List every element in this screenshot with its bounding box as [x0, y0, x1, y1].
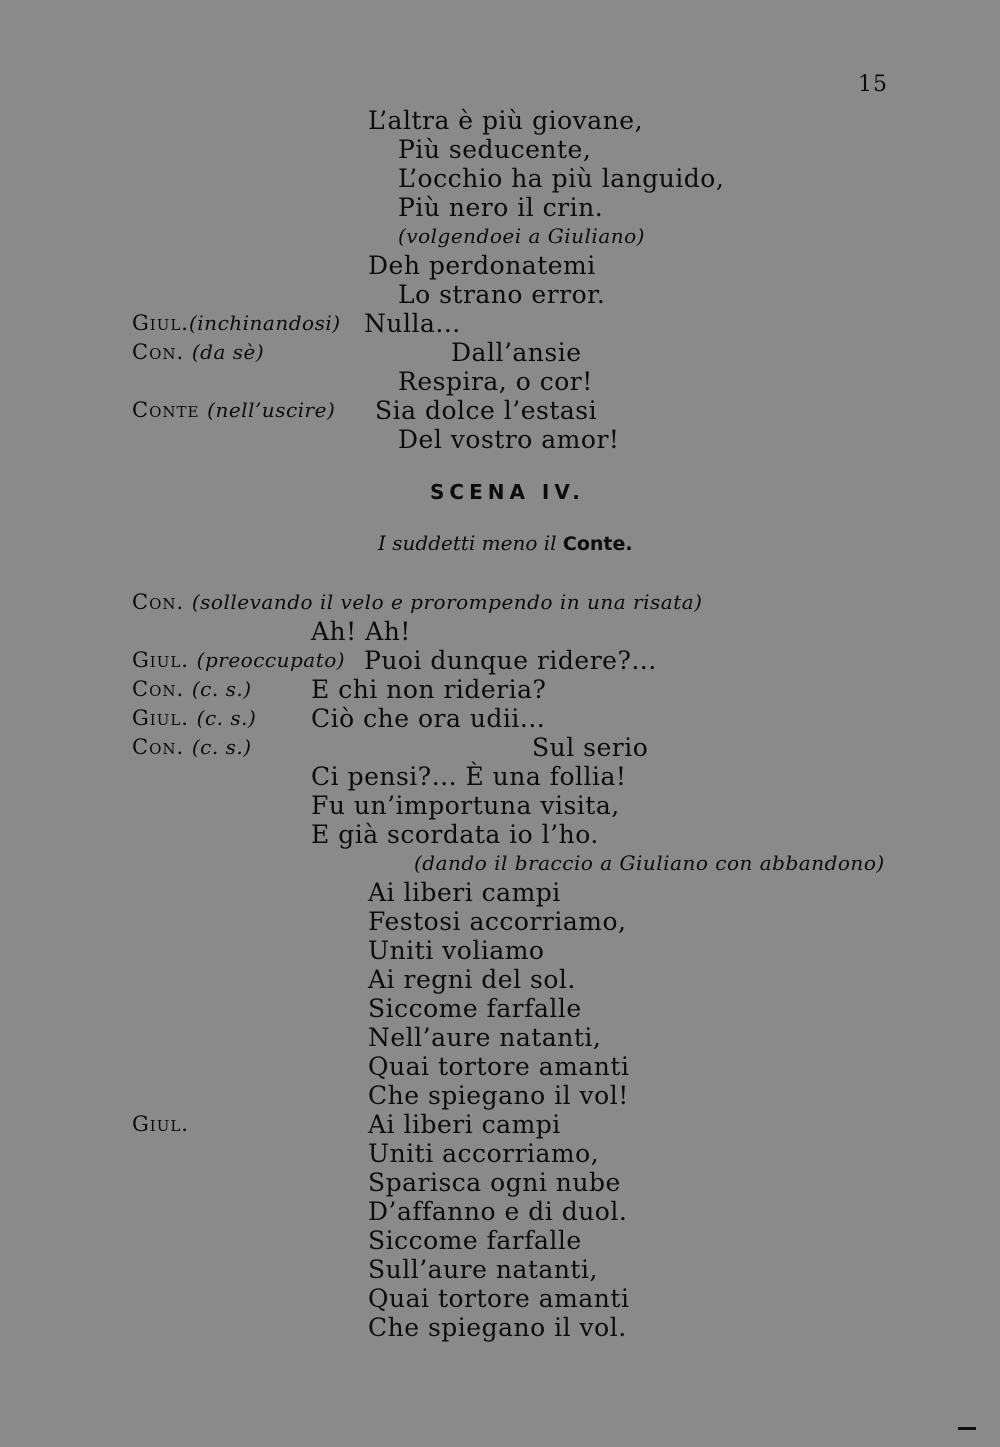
- speaker-label: Giul.: [132, 1112, 189, 1136]
- speaker-direction: (inchinandosi): [188, 311, 341, 335]
- verse-line: Nell’aure natanti,: [368, 1023, 602, 1052]
- speaker-label: Giul. (preoccupato): [132, 648, 346, 672]
- verse-line: Ah! Ah!: [311, 617, 411, 646]
- verse-line: Che spiegano il vol!: [368, 1081, 629, 1110]
- verse-line: D’affanno e di duol.: [368, 1197, 628, 1226]
- verse-line: Festosi accorriamo,: [368, 907, 627, 936]
- verse-line: Del vostro amor!: [398, 425, 620, 454]
- verse-line: Sparisca ogni nube: [368, 1168, 621, 1197]
- speaker-label: Con. (sollevando il velo e prorompendo in una risata): [132, 590, 703, 614]
- verse-line: L’altra è più giovane,: [368, 106, 644, 135]
- speaker-direction: (sollevando il velo e prorompendo in una risata): [191, 590, 703, 614]
- verse-line: Sull’aure natanti,: [368, 1255, 598, 1284]
- verse-line: Respira, o cor!: [398, 367, 593, 396]
- verse-line: Fu un’importuna visita,: [311, 791, 620, 820]
- verse-line: Sia dolce l’estasi: [375, 396, 598, 425]
- speaker-direction: (c. s.): [191, 677, 252, 701]
- verse-line: Più nero il crin.: [398, 193, 604, 222]
- speaker-direction: (c. s.): [191, 735, 252, 759]
- verse-line: Ai regni del sol.: [368, 965, 576, 994]
- verse-line: Dall’ansie: [451, 338, 582, 367]
- verse-line: E già scordata io l’ho.: [311, 820, 599, 849]
- verse-line: Ciò che ora udii...: [311, 704, 546, 733]
- speaker-label: Conte (nell’uscire): [132, 398, 336, 422]
- verse-line: Uniti accorriamo,: [368, 1139, 600, 1168]
- verse-line: Uniti voliamo: [368, 936, 545, 965]
- speaker-label: Con. (c. s.): [132, 677, 252, 701]
- verse-line: Sul serio: [532, 733, 649, 762]
- verse-line: Lo strano error.: [398, 280, 606, 309]
- page-number: 15: [858, 72, 888, 97]
- stage-direction: (volgendoei a Giuliano): [398, 224, 645, 248]
- verse-line: Deh perdonatemi: [368, 251, 596, 280]
- scene-subtitle: I suddetti meno il Conte.: [378, 531, 633, 555]
- speaker-direction: (preoccupato): [196, 648, 346, 672]
- speaker-direction: (c. s.): [196, 706, 257, 730]
- verse-line: Quai tortore amanti: [368, 1284, 630, 1313]
- verse-line: L’occhio ha più languido,: [398, 164, 725, 193]
- speaker-label: Con. (c. s.): [132, 735, 252, 759]
- scene-title: SCENA IV.: [430, 480, 585, 504]
- speaker-label: Giul. (c. s.): [132, 706, 257, 730]
- verse-line: Che spiegano il vol.: [368, 1313, 627, 1342]
- verse-line: Ai liberi campi: [368, 878, 561, 907]
- verse-line: Ai liberi campi: [368, 1110, 561, 1139]
- verse-line: Nulla...: [364, 309, 461, 338]
- verse-line: Siccome farfalle: [368, 1226, 582, 1255]
- verse-line: Puoi dunque ridere?...: [364, 646, 657, 675]
- verse-line: E chi non rideria?: [311, 675, 547, 704]
- speaker-label: Con. (da sè): [132, 340, 265, 364]
- verse-line: Più seducente,: [398, 135, 592, 164]
- verse-line: Siccome farfalle: [368, 994, 582, 1023]
- speaker-direction: (da sè): [191, 340, 265, 364]
- verse-line: Ci pensi?... È una follia!: [311, 762, 627, 791]
- verse-line: Quai tortore amanti: [368, 1052, 630, 1081]
- print-mark: [958, 1427, 976, 1430]
- speaker-direction: (nell’uscire): [207, 398, 336, 422]
- speaker-label: Giul.(inchinandosi): [132, 311, 341, 335]
- stage-direction: (dando il braccio a Giuliano con abbandono): [414, 851, 885, 875]
